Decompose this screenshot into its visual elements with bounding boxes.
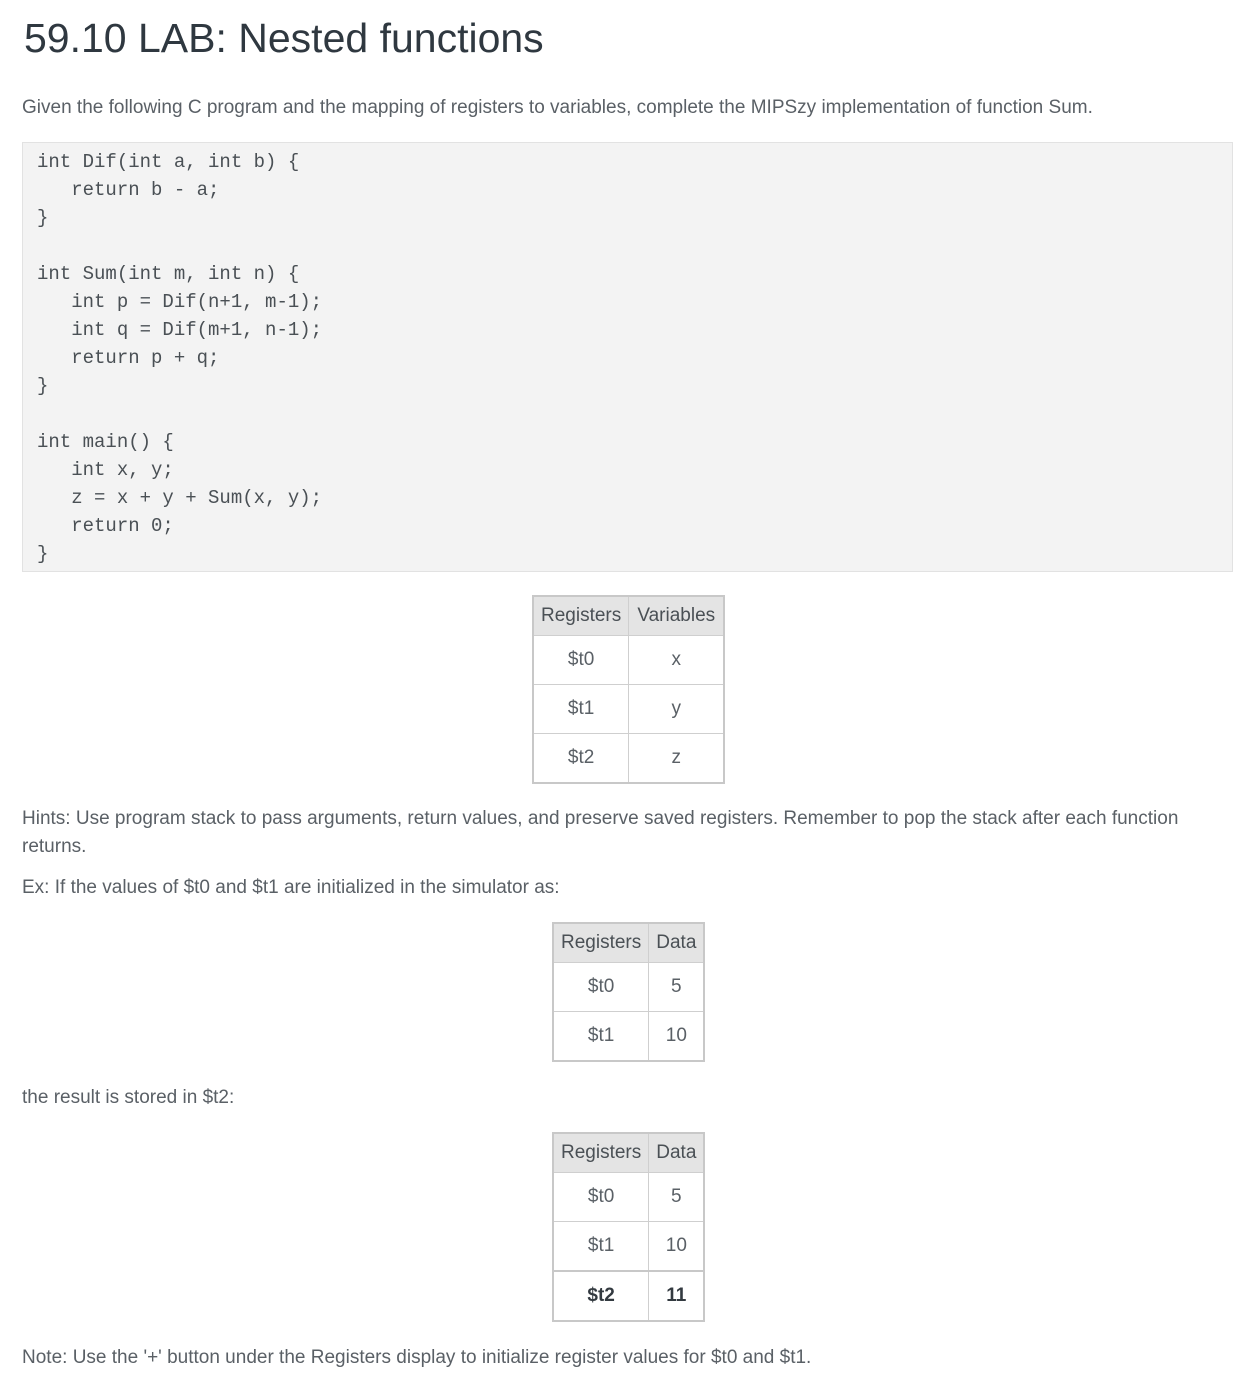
variable-cell: y <box>629 685 725 734</box>
table-header-row <box>553 1133 704 1173</box>
header-data: Data <box>649 923 705 963</box>
table-row <box>533 685 724 734</box>
result-intro-text: the result is stored in $t2: <box>22 1087 235 1108</box>
table-row <box>553 963 704 1012</box>
table-row <box>533 636 724 685</box>
code-text: int Dif(int a, int b) { return b - a; } int Sum(int m, int n) { int p = Dif(n+1, m-1); int q = Dif(m+1, n-1); return p + q; } int main() { int x, y; z = x + y + Sum(x, y); return 0; } <box>37 151 323 565</box>
example-intro-text: Ex: If the values of $t0 and $t1 are initialized in the simulator as: <box>22 877 560 898</box>
register-cell: $t0 <box>553 963 649 1012</box>
register-cell: $t1 <box>553 1222 649 1272</box>
header-registers: Registers <box>533 596 629 636</box>
register-cell: $t2 <box>553 1271 649 1321</box>
code-block <box>22 142 1233 572</box>
register-cell: $t0 <box>553 1173 649 1222</box>
data-cell: 5 <box>649 963 705 1012</box>
table-header-row <box>553 923 704 963</box>
register-cell: $t1 <box>553 1012 649 1062</box>
data-cell: 10 <box>649 1222 705 1272</box>
header-registers: Registers <box>553 1133 649 1173</box>
result-registers-table <box>552 1132 705 1322</box>
register-cell: $t0 <box>533 636 629 685</box>
table-row-result <box>553 1271 704 1321</box>
header-registers: Registers <box>553 923 649 963</box>
header-variables: Variables <box>629 596 725 636</box>
register-cell: $t2 <box>533 734 629 784</box>
page-title: 59.10 LAB: Nested functions <box>24 15 544 61</box>
data-cell: 11 <box>649 1271 705 1321</box>
table-row <box>553 1012 704 1062</box>
table-row <box>553 1222 704 1272</box>
hints-text: Hints: Use program stack to pass arguments, return values, and preserve saved registers. Remember to pop the stack after each function returns. <box>22 808 1179 857</box>
table-row <box>553 1173 704 1222</box>
header-data: Data <box>649 1133 705 1173</box>
intro-text: Given the following C program and the mapping of registers to variables, complete the MIPSzy implementation of function Sum. <box>22 97 1093 118</box>
register-cell: $t1 <box>533 685 629 734</box>
note-text: Note: Use the '+' button under the Registers display to initialize register values for $t0 and $t1. <box>22 1347 812 1368</box>
data-cell: 5 <box>649 1173 705 1222</box>
registers-variables-table <box>532 595 725 784</box>
table-header-row <box>533 596 724 636</box>
data-cell: 10 <box>649 1012 705 1062</box>
variable-cell: x <box>629 636 725 685</box>
table-row <box>533 734 724 784</box>
variable-cell: z <box>629 734 725 784</box>
initial-registers-table <box>552 922 705 1062</box>
